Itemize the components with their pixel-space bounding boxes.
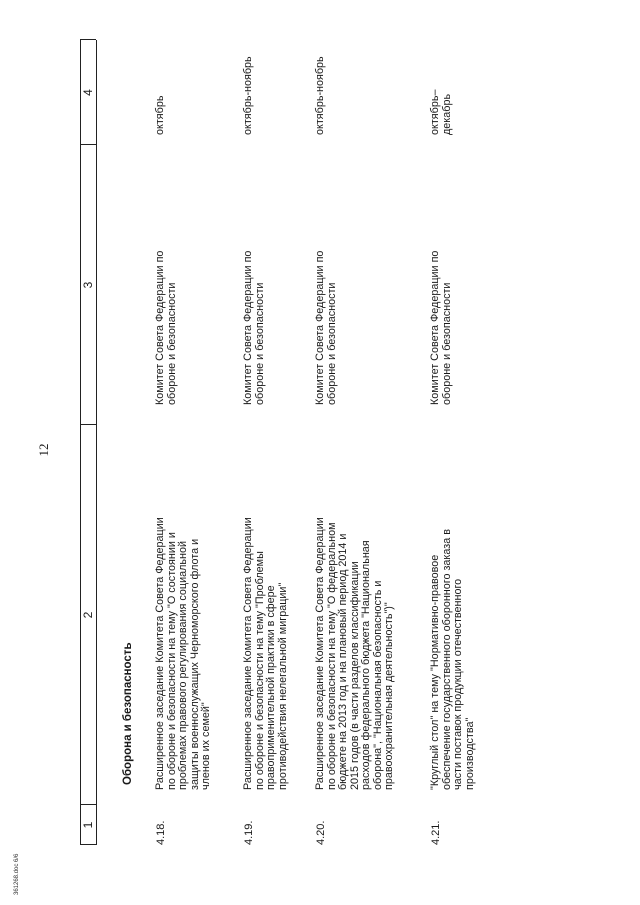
row-responsible xyxy=(243,155,266,405)
row-responsible xyxy=(155,155,178,405)
row-description xyxy=(243,415,289,790)
description-line: расходов федерального бюджета "Национальная xyxy=(360,540,372,790)
description-line: противодействия нелегальной миграции" xyxy=(276,582,289,790)
date-line: октябрь– xyxy=(429,89,441,135)
responsible-line: Комитет Совета Федерации по xyxy=(429,250,441,405)
description-line: бюджете на 2013 год и на плановый период 2014 и xyxy=(337,533,349,790)
description-line: производства" xyxy=(463,717,476,790)
responsible-line: Комитет Совета Федерации по xyxy=(154,250,166,405)
description-line: защиты военнослужащих Черноморского флота и xyxy=(188,538,201,790)
description-line: членов их семей" xyxy=(200,702,212,790)
description-line: правоохранительная деятельность")" xyxy=(383,602,395,790)
responsible-line: Комитет Совета Федерации по xyxy=(314,250,326,405)
row-date xyxy=(155,40,167,135)
header-col-2: 2 xyxy=(81,611,95,619)
row-responsible xyxy=(315,155,338,405)
responsible-line: обороне и безопасности xyxy=(253,282,266,405)
description-line: Расширенное заседание Комитета Совета Федерации xyxy=(242,517,254,790)
responsible-line: Комитет Совета Федерации по xyxy=(242,250,254,405)
date-line: декабрь xyxy=(440,93,453,135)
row-number: 4.20. xyxy=(315,820,327,845)
footer-code: 361268.doc 6/6 xyxy=(14,853,20,895)
row-date xyxy=(430,40,453,135)
section-title: Оборона и безопасность xyxy=(122,642,134,785)
description-line: Расширенное заседание Комитета Совета Федерации xyxy=(154,517,166,790)
description-line: правоприменительной практики в сфере xyxy=(265,585,277,790)
header-col-3: 3 xyxy=(81,281,95,289)
description-line: "Круглый стол" на тему "Нормативно-правовое xyxy=(429,554,441,790)
description-line: обеспечение государственного оборонного заказа в xyxy=(440,529,453,790)
responsible-line: обороне и безопасности xyxy=(325,282,338,405)
header-col-1: 1 xyxy=(81,821,95,829)
row-responsible xyxy=(430,155,453,405)
description-line: по обороне и безопасности на тему "Проблемы xyxy=(253,551,266,790)
description-line: 2015 годов (в части разделов классификации xyxy=(348,561,361,790)
description-line: Расширенное заседание Комитета Совета Федерации xyxy=(314,517,326,790)
description-line: по обороне и безопасности на тему "О федеральном xyxy=(325,522,338,790)
date-line: октябрь-ноябрь xyxy=(242,56,254,135)
description-line: проблемах правового регулирования социальной xyxy=(177,540,189,790)
row-date xyxy=(315,40,327,135)
header-bottom-border xyxy=(96,40,97,845)
row-description xyxy=(315,415,396,790)
date-line: октябрь xyxy=(154,95,166,135)
row-description xyxy=(430,415,476,790)
description-line: по обороне и безопасности на тему "О состоянии и xyxy=(165,532,178,790)
responsible-line: обороне и безопасности xyxy=(165,282,178,405)
description-line: оборона", "Национальная безопасность и xyxy=(371,580,384,790)
responsible-line: обороне и безопасности xyxy=(440,282,453,405)
date-line: октябрь-ноябрь xyxy=(314,56,326,135)
row-date xyxy=(243,40,255,135)
row-description xyxy=(155,415,213,790)
row-number: 4.19. xyxy=(243,820,255,845)
row-number: 4.18. xyxy=(155,820,167,845)
page-number: 12 xyxy=(36,443,51,457)
description-line: части поставок продукции отечественного xyxy=(452,578,464,790)
row-number: 4.21. xyxy=(430,820,442,845)
header-col-4: 4 xyxy=(81,89,95,96)
